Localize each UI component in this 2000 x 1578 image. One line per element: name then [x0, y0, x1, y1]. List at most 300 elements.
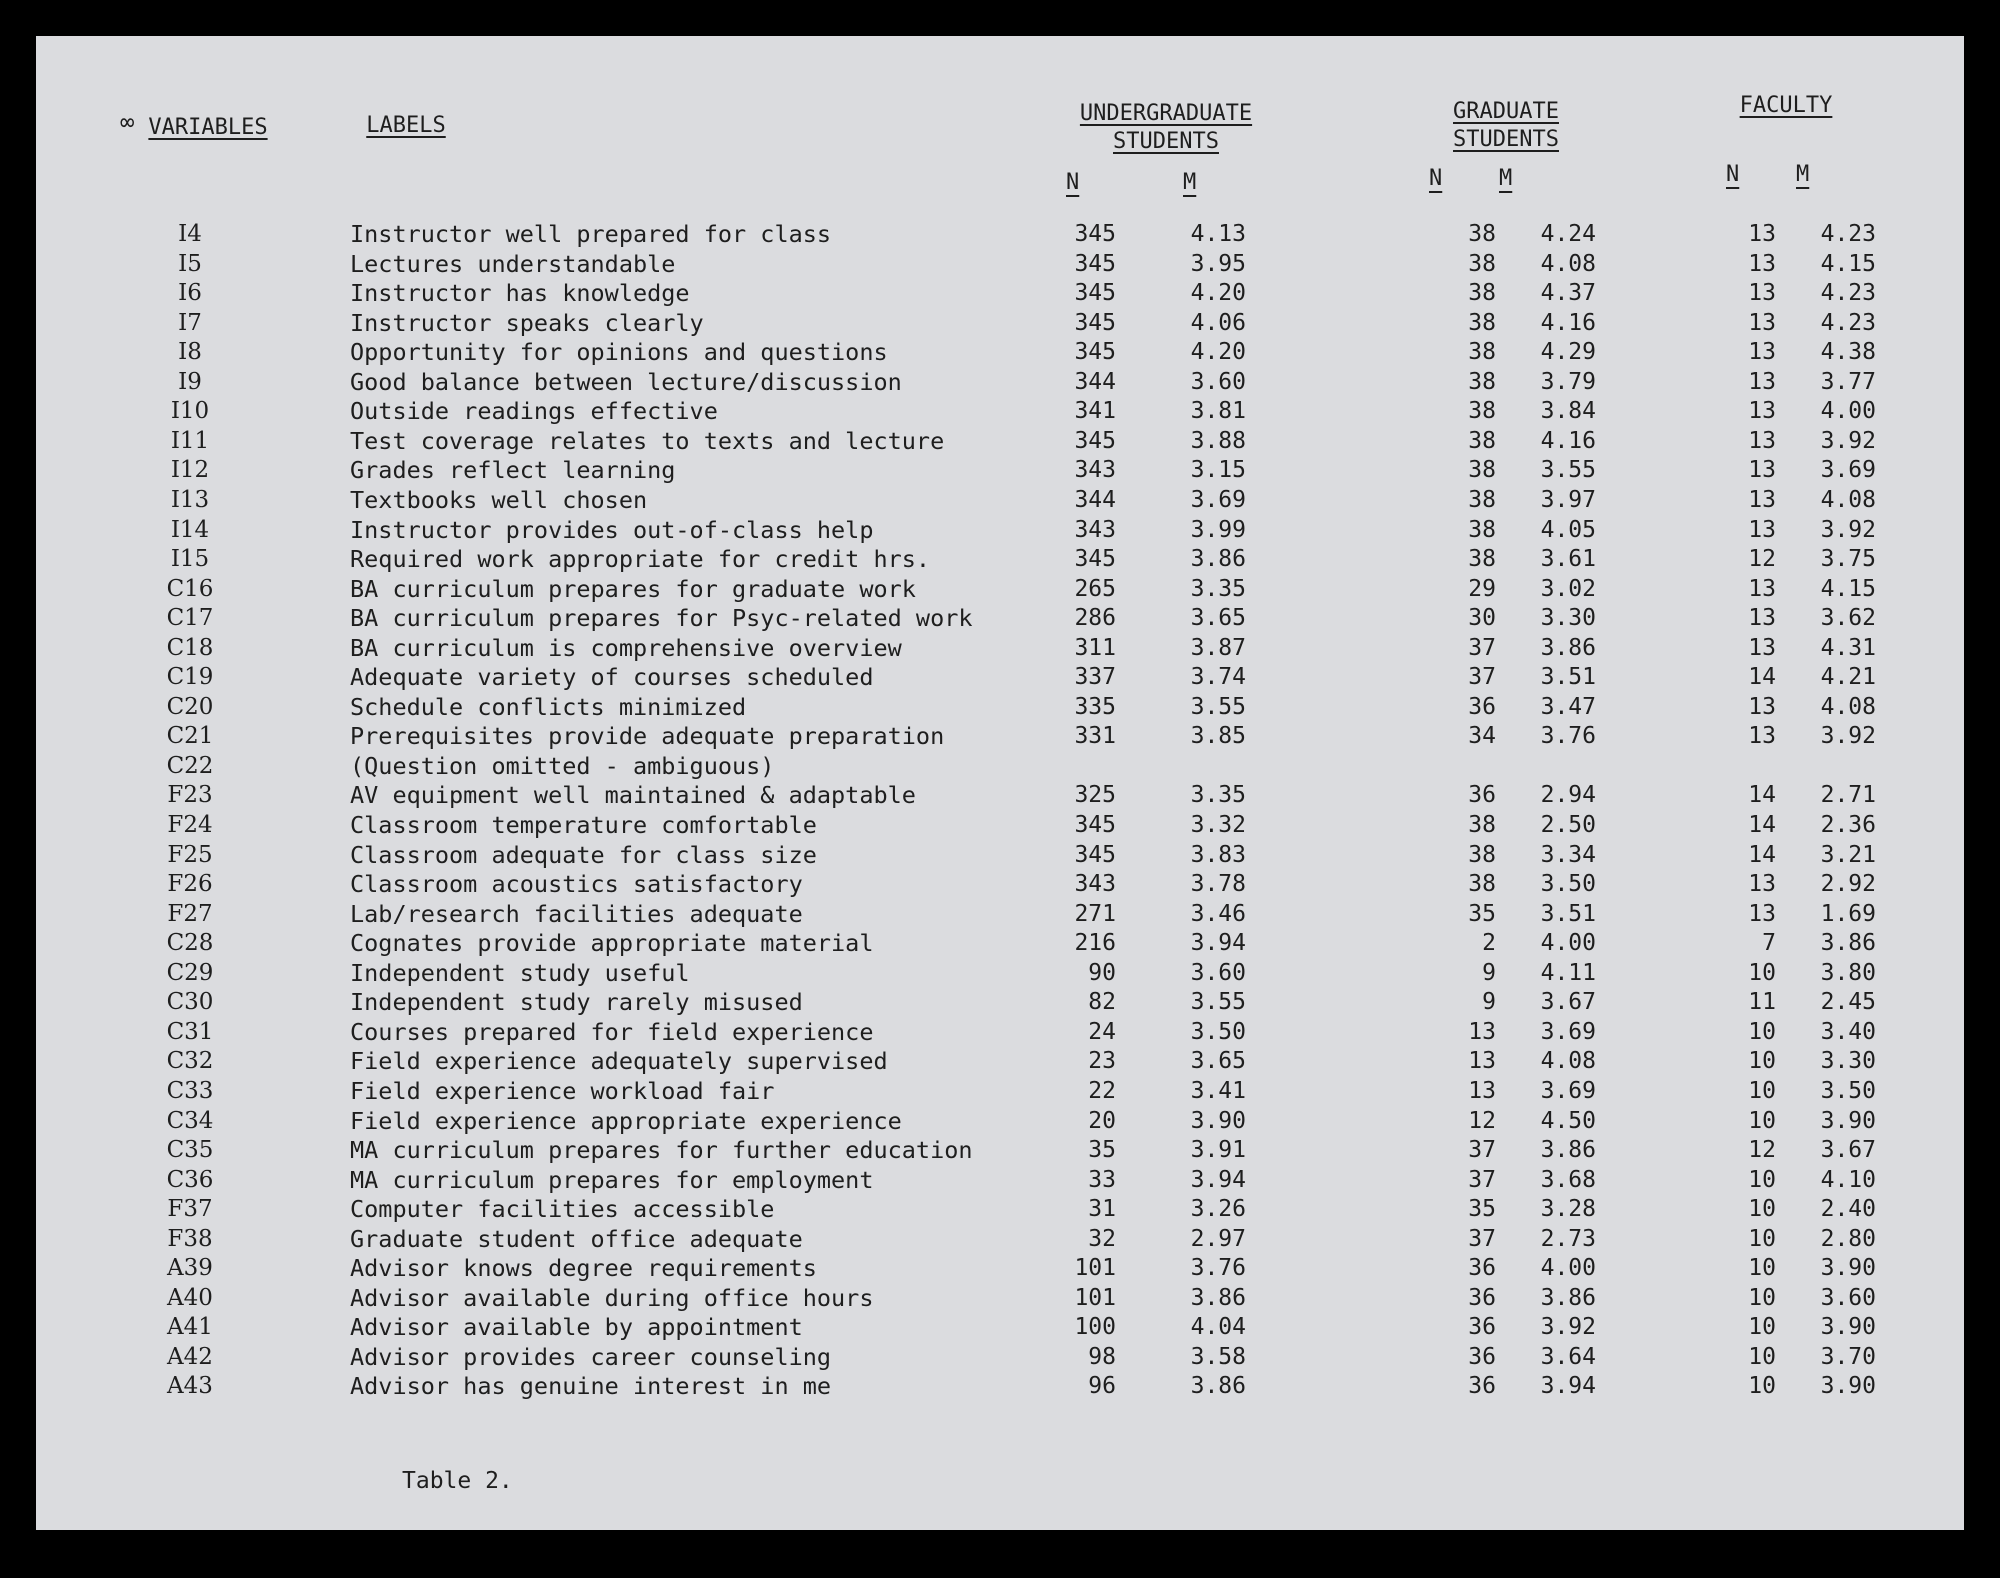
grad-mean: 4.50 — [1540, 1107, 1596, 1134]
undergrad-mean: 3.85 — [1190, 723, 1246, 750]
undergrad-mean: 3.99 — [1190, 516, 1246, 543]
item-label: Advisor has genuine interest in me — [350, 1372, 832, 1401]
faculty-n: 13 — [1748, 221, 1776, 247]
grad-mean: 3.47 — [1540, 693, 1596, 720]
grad-n: 38 — [1468, 221, 1496, 247]
faculty-n: 14 — [1748, 812, 1776, 838]
grad-mean: 3.92 — [1540, 1314, 1596, 1341]
table-row — [36, 309, 1964, 337]
faculty-mean: 3.75 — [1820, 546, 1876, 573]
undergrad-mean: 3.60 — [1190, 959, 1246, 986]
grad-mean: 3.94 — [1540, 1373, 1596, 1400]
faculty-n: 10 — [1748, 1166, 1776, 1193]
grad-n: 38 — [1468, 841, 1496, 868]
table-row — [36, 693, 1964, 721]
table-row — [36, 516, 1964, 544]
grad-n: 36 — [1468, 782, 1496, 809]
undergrad-n: 344 — [1074, 486, 1116, 513]
grad-n: 37 — [1468, 664, 1496, 691]
undergrad-mean: 3.55 — [1190, 989, 1246, 1016]
table-row — [36, 279, 1964, 307]
faculty-header: FACULTY — [1739, 93, 1833, 118]
variable-code: C29 — [166, 959, 214, 986]
undergrad-mean: 3.88 — [1190, 427, 1246, 454]
grad-n: 38 — [1468, 250, 1496, 277]
item-label: Computer facilities accessible — [350, 1195, 775, 1224]
undergrad-mean: 2.97 — [1190, 1225, 1246, 1252]
table-row — [36, 250, 1964, 278]
undergrad-n: 343 — [1074, 871, 1116, 898]
faculty-n: 13 — [1748, 398, 1776, 425]
undergrad-n: 325 — [1074, 782, 1116, 809]
item-label: Grades reflect learning — [350, 456, 676, 485]
grad-n: 36 — [1468, 1255, 1496, 1282]
undergrad-n: 101 — [1074, 1284, 1116, 1311]
grad-mean: 3.79 — [1540, 368, 1596, 395]
grad-n: 38 — [1468, 280, 1496, 307]
undergrad-mean: 3.86 — [1190, 546, 1246, 573]
grad-mean: 3.69 — [1540, 1018, 1596, 1045]
faculty-n: 13 — [1748, 427, 1776, 454]
faculty-mean: 2.40 — [1820, 1196, 1876, 1223]
grad-n: 30 — [1468, 605, 1496, 632]
undergrad-mean: 3.58 — [1190, 1343, 1246, 1370]
variable-code: I5 — [178, 250, 202, 277]
faculty-mean: 2.36 — [1820, 812, 1876, 838]
variable-code: F23 — [167, 782, 213, 809]
item-label: Prerequisites provide adequate preparation — [350, 722, 945, 751]
grad-n: 38 — [1468, 812, 1496, 838]
document-page — [36, 36, 1964, 1530]
table-row — [36, 220, 1964, 248]
undergrad-mean: 3.65 — [1190, 605, 1246, 632]
faculty-mean: 4.23 — [1820, 221, 1876, 247]
faculty-mean: 3.40 — [1820, 1018, 1876, 1045]
undergrad-n: 345 — [1074, 280, 1116, 307]
undergrad-m-subheader: M — [1183, 170, 1197, 195]
item-label: Advisor knows degree requirements — [350, 1254, 817, 1283]
grad-mean: 3.02 — [1540, 575, 1596, 602]
variable-code: C31 — [166, 1018, 214, 1045]
undergrad-n: 90 — [1088, 959, 1116, 986]
faculty-n: 13 — [1748, 309, 1776, 336]
grad-n: 38 — [1468, 368, 1496, 395]
faculty-n: 11 — [1748, 989, 1776, 1016]
grad-mean: 4.08 — [1540, 250, 1596, 277]
table-row — [36, 1195, 1964, 1223]
table-row — [36, 841, 1964, 869]
undergrad-mean: 3.87 — [1190, 634, 1246, 661]
grad-mean: 3.30 — [1540, 605, 1596, 632]
faculty-mean: 3.50 — [1820, 1077, 1876, 1104]
faculty-n: 10 — [1748, 1284, 1776, 1311]
table-row — [36, 663, 1964, 691]
variables-header: VARIABLES — [148, 115, 268, 140]
undergrad-mean: 3.95 — [1190, 250, 1246, 277]
page-mark: ∞ — [120, 108, 135, 136]
item-label: Instructor provides out-of-class help — [350, 515, 874, 544]
undergraduate-header: UNDERGRADUATE STUDENTS — [1079, 101, 1253, 154]
faculty-mean: 3.90 — [1820, 1373, 1876, 1400]
faculty-n: 13 — [1748, 900, 1776, 927]
faculty-mean: 2.45 — [1820, 989, 1876, 1016]
faculty-n: 13 — [1748, 575, 1776, 602]
undergrad-n: 24 — [1088, 1018, 1116, 1045]
faculty-n: 13 — [1748, 723, 1776, 750]
faculty-mean: 4.38 — [1820, 339, 1876, 366]
table-row — [36, 752, 1964, 780]
grad-n: 38 — [1468, 398, 1496, 425]
grad-n: 37 — [1468, 1225, 1496, 1252]
faculty-mean: 4.15 — [1820, 250, 1876, 277]
table-caption: Table 2. — [402, 1468, 513, 1494]
faculty-mean: 3.80 — [1820, 959, 1876, 986]
table-row — [36, 988, 1964, 1016]
faculty-n: 10 — [1748, 1343, 1776, 1370]
faculty-n: 10 — [1748, 959, 1776, 986]
item-label: Cognates provide appropriate material — [350, 929, 874, 958]
item-label: Lab/research facilities adequate — [350, 899, 803, 928]
item-label: Classroom temperature comfortable — [350, 811, 817, 839]
grad-mean: 3.86 — [1540, 1137, 1596, 1164]
grad-mean: 3.97 — [1540, 486, 1596, 513]
grad-mean: 4.37 — [1540, 280, 1596, 307]
item-label: Courses prepared for field experience — [350, 1017, 874, 1046]
item-label: Textbooks well chosen — [350, 485, 648, 514]
faculty-n: 13 — [1748, 457, 1776, 484]
faculty-m-subheader: M — [1796, 162, 1810, 187]
table-row — [36, 1166, 1964, 1194]
undergrad-n: 344 — [1074, 368, 1116, 395]
faculty-n: 14 — [1748, 841, 1776, 868]
undergrad-mean: 3.74 — [1190, 664, 1246, 691]
grad-mean: 4.00 — [1540, 1255, 1596, 1282]
item-label: Classroom adequate for class size — [350, 840, 817, 869]
undergrad-n: 345 — [1074, 309, 1116, 336]
item-label: BA curriculum prepares for Psyc-related work — [350, 604, 973, 633]
faculty-mean: 3.69 — [1820, 457, 1876, 484]
faculty-n: 10 — [1748, 1107, 1776, 1134]
variable-code: A42 — [167, 1343, 213, 1370]
undergrad-n: 345 — [1074, 812, 1116, 838]
faculty-n: 13 — [1748, 516, 1776, 543]
faculty-n: 13 — [1748, 693, 1776, 720]
table-row — [36, 486, 1964, 514]
variable-code: F27 — [167, 900, 213, 927]
undergrad-mean: 3.41 — [1190, 1077, 1246, 1104]
undergrad-n: 33 — [1088, 1166, 1116, 1193]
faculty-mean: 3.67 — [1820, 1137, 1876, 1164]
item-label: (Question omitted - ambiguous) — [350, 751, 775, 780]
undergrad-n: 265 — [1074, 575, 1116, 602]
table-row — [36, 1313, 1964, 1341]
item-label: BA curriculum prepares for graduate work — [350, 574, 916, 603]
grad-mean: 4.00 — [1540, 930, 1596, 957]
grad-mean: 3.68 — [1540, 1166, 1596, 1193]
grad-n: 9 — [1482, 989, 1496, 1016]
grad-mean: 2.50 — [1540, 812, 1596, 838]
undergrad-n: 32 — [1088, 1225, 1116, 1252]
table-row — [36, 900, 1964, 928]
undergrad-mean: 3.55 — [1190, 693, 1246, 720]
grad-n: 38 — [1468, 516, 1496, 543]
faculty-n: 12 — [1748, 1137, 1776, 1164]
faculty-n: 13 — [1748, 339, 1776, 366]
faculty-n: 10 — [1748, 1018, 1776, 1045]
grad-n: 38 — [1468, 457, 1496, 484]
item-label: Instructor speaks clearly — [350, 308, 704, 337]
table-row — [36, 1047, 1964, 1075]
grad-mean: 3.51 — [1540, 664, 1596, 691]
grad-n: 37 — [1468, 1137, 1496, 1164]
variable-code: C20 — [166, 693, 214, 720]
undergrad-mean: 3.90 — [1190, 1107, 1246, 1134]
grad-n: 13 — [1468, 1018, 1496, 1045]
undergrad-n: 98 — [1088, 1343, 1116, 1370]
table-row — [36, 575, 1964, 603]
grad-mean: 3.86 — [1540, 1284, 1596, 1311]
table-row — [36, 1254, 1964, 1282]
table-row — [36, 427, 1964, 455]
variable-code: I12 — [170, 457, 210, 484]
undergrad-n: 343 — [1074, 457, 1116, 484]
grad-mean: 4.11 — [1540, 959, 1596, 986]
undergrad-n: 35 — [1088, 1137, 1116, 1164]
variable-code: F25 — [167, 841, 213, 868]
grad-mean: 4.16 — [1540, 427, 1596, 454]
grad-n: 35 — [1468, 1196, 1496, 1223]
faculty-mean: 3.70 — [1820, 1343, 1876, 1370]
grad-mean: 4.24 — [1540, 221, 1596, 247]
grad-mean: 3.76 — [1540, 723, 1596, 750]
variable-code: I7 — [178, 309, 202, 336]
undergrad-mean: 3.81 — [1190, 398, 1246, 425]
faculty-mean: 1.69 — [1820, 900, 1876, 927]
item-label: Test coverage relates to texts and lecture — [350, 426, 945, 455]
variable-code: C36 — [166, 1166, 214, 1193]
undergrad-n: 271 — [1074, 900, 1116, 927]
faculty-mean: 3.30 — [1820, 1048, 1876, 1075]
variable-code: C32 — [166, 1048, 214, 1075]
grad-n: 38 — [1468, 486, 1496, 513]
faculty-mean: 2.92 — [1820, 871, 1876, 898]
table-row — [36, 1343, 1964, 1371]
variable-code: I10 — [170, 398, 210, 425]
undergrad-mean: 3.83 — [1190, 841, 1246, 868]
undergrad-n: 345 — [1074, 546, 1116, 573]
faculty-mean: 3.90 — [1820, 1314, 1876, 1341]
variable-code: C33 — [166, 1077, 214, 1104]
undergrad-mean: 3.65 — [1190, 1048, 1246, 1075]
faculty-mean: 4.08 — [1820, 486, 1876, 513]
variable-code: A40 — [167, 1284, 213, 1311]
item-label: Outside readings effective — [350, 397, 718, 426]
undergrad-n: 22 — [1088, 1077, 1116, 1104]
undergrad-mean: 4.13 — [1190, 221, 1246, 247]
undergrad-mean: 3.78 — [1190, 871, 1246, 898]
table-row — [36, 811, 1964, 839]
faculty-n: 10 — [1748, 1373, 1776, 1400]
item-label: Adequate variety of courses scheduled — [350, 663, 874, 692]
grad-n: 38 — [1468, 546, 1496, 573]
grad-mean: 2.73 — [1540, 1225, 1596, 1252]
grad-n: 37 — [1468, 1166, 1496, 1193]
faculty-n: 13 — [1748, 605, 1776, 632]
grad-n: 38 — [1468, 427, 1496, 454]
grad-n: 38 — [1468, 339, 1496, 366]
faculty-n: 10 — [1748, 1255, 1776, 1282]
faculty-n: 14 — [1748, 782, 1776, 809]
faculty-mean: 2.80 — [1820, 1225, 1876, 1252]
variable-code: C17 — [166, 605, 214, 632]
variable-code: C34 — [166, 1107, 214, 1134]
item-label: Advisor available during office hours — [350, 1283, 874, 1312]
table-row — [36, 1077, 1964, 1105]
undergrad-mean: 3.94 — [1190, 930, 1246, 957]
undergrad-mean: 3.50 — [1190, 1018, 1246, 1045]
undergrad-n: 20 — [1088, 1107, 1116, 1134]
grad-mean: 3.67 — [1540, 989, 1596, 1016]
item-label: BA curriculum is comprehensive overview — [350, 633, 902, 662]
item-label: Required work appropriate for credit hrs. — [350, 545, 931, 574]
table-row — [36, 456, 1964, 484]
undergrad-n: 337 — [1074, 664, 1116, 691]
variable-code: I4 — [178, 221, 202, 247]
grad-n: 36 — [1468, 1373, 1496, 1400]
variable-code: A41 — [167, 1314, 213, 1341]
table-row — [36, 338, 1964, 366]
undergrad-mean: 3.69 — [1190, 486, 1246, 513]
grad-mean: 3.28 — [1540, 1196, 1596, 1223]
faculty-mean: 3.92 — [1820, 723, 1876, 750]
table-row — [36, 634, 1964, 662]
grad-n: 34 — [1468, 723, 1496, 750]
faculty-mean: 3.86 — [1820, 930, 1876, 957]
undergrad-n: 96 — [1088, 1373, 1116, 1400]
variable-code: A43 — [167, 1373, 213, 1400]
table-row — [36, 604, 1964, 632]
grad-n: 38 — [1468, 309, 1496, 336]
grad-n-subheader: N — [1429, 166, 1443, 191]
table-row — [36, 722, 1964, 750]
table-row — [36, 397, 1964, 425]
variable-code: F24 — [167, 812, 213, 838]
faculty-mean: 3.62 — [1820, 605, 1876, 632]
undergrad-n: 311 — [1074, 634, 1116, 661]
faculty-mean: 2.71 — [1820, 782, 1876, 809]
faculty-mean: 4.23 — [1820, 309, 1876, 336]
table-row — [36, 959, 1964, 987]
faculty-mean: 3.92 — [1820, 427, 1876, 454]
graduate-header: GRADUATE STUDENTS — [1453, 99, 1559, 152]
faculty-mean: 3.90 — [1820, 1107, 1876, 1134]
grad-n: 38 — [1468, 871, 1496, 898]
variable-code: C16 — [166, 575, 214, 602]
faculty-mean: 3.90 — [1820, 1255, 1876, 1282]
grad-n: 36 — [1468, 693, 1496, 720]
undergrad-mean: 3.60 — [1190, 368, 1246, 395]
undergrad-n: 23 — [1088, 1048, 1116, 1075]
faculty-mean: 4.10 — [1820, 1166, 1876, 1193]
grad-mean: 3.51 — [1540, 900, 1596, 927]
item-label: Field experience workload fair — [350, 1076, 775, 1105]
faculty-n: 13 — [1748, 250, 1776, 277]
faculty-mean: 4.21 — [1820, 664, 1876, 691]
item-label: Instructor has knowledge — [350, 279, 690, 308]
grad-n: 36 — [1468, 1314, 1496, 1341]
faculty-n: 14 — [1748, 664, 1776, 691]
undergrad-mean: 3.35 — [1190, 575, 1246, 602]
variable-code: F38 — [167, 1225, 213, 1252]
grad-n: 12 — [1468, 1107, 1496, 1134]
grad-mean: 3.50 — [1540, 871, 1596, 898]
variable-code: I8 — [178, 339, 202, 366]
undergrad-n: 82 — [1088, 989, 1116, 1016]
undergrad-mean: 3.86 — [1190, 1373, 1246, 1400]
item-label: Schedule conflicts minimized — [350, 692, 747, 721]
undergrad-mean: 3.76 — [1190, 1255, 1246, 1282]
grad-mean: 3.34 — [1540, 841, 1596, 868]
undergrad-n: 345 — [1074, 427, 1116, 454]
faculty-n: 10 — [1748, 1048, 1776, 1075]
undergrad-n-subheader: N — [1066, 170, 1080, 195]
undergrad-n: 31 — [1088, 1196, 1116, 1223]
faculty-mean: 3.21 — [1820, 841, 1876, 868]
item-label: Advisor provides career counseling — [350, 1342, 832, 1371]
variable-code: I6 — [178, 280, 202, 307]
undergrad-mean: 4.20 — [1190, 339, 1246, 366]
item-label: Instructor well prepared for class — [350, 220, 832, 248]
faculty-mean: 4.00 — [1820, 398, 1876, 425]
undergrad-n: 345 — [1074, 221, 1116, 247]
grad-n: 36 — [1468, 1284, 1496, 1311]
grad-n: 29 — [1468, 575, 1496, 602]
faculty-n-subheader: N — [1726, 162, 1740, 187]
undergrad-n: 216 — [1074, 930, 1116, 957]
item-label: Field experience appropriate experience — [350, 1106, 902, 1135]
grad-m-subheader: M — [1499, 166, 1513, 191]
faculty-mean: 4.15 — [1820, 575, 1876, 602]
undergrad-mean: 3.91 — [1190, 1137, 1246, 1164]
item-label: Graduate student office adequate — [350, 1224, 803, 1253]
grad-n: 36 — [1468, 1343, 1496, 1370]
faculty-n: 13 — [1748, 486, 1776, 513]
undergrad-n: 101 — [1074, 1255, 1116, 1282]
variable-code: I15 — [170, 546, 210, 573]
undergrad-n: 345 — [1074, 841, 1116, 868]
faculty-n: 12 — [1748, 546, 1776, 573]
undergrad-mean: 3.26 — [1190, 1196, 1246, 1223]
undergrad-mean: 3.94 — [1190, 1166, 1246, 1193]
item-label: MA curriculum prepares for employment — [350, 1165, 874, 1194]
grad-mean: 3.55 — [1540, 457, 1596, 484]
table-row — [36, 1107, 1964, 1135]
variable-code: I14 — [170, 516, 210, 543]
undergrad-n: 343 — [1074, 516, 1116, 543]
variable-code: C18 — [166, 634, 214, 661]
table-row — [36, 1372, 1964, 1400]
faculty-mean: 4.31 — [1820, 634, 1876, 661]
undergrad-mean: 3.15 — [1190, 457, 1246, 484]
variable-code: F26 — [167, 871, 213, 898]
table-row — [36, 870, 1964, 898]
grad-mean: 3.61 — [1540, 546, 1596, 573]
table-row — [36, 1225, 1964, 1253]
undergrad-n: 286 — [1074, 605, 1116, 632]
variable-code: I13 — [170, 486, 210, 513]
variable-code: C19 — [166, 664, 214, 691]
undergrad-mean: 4.04 — [1190, 1314, 1246, 1341]
